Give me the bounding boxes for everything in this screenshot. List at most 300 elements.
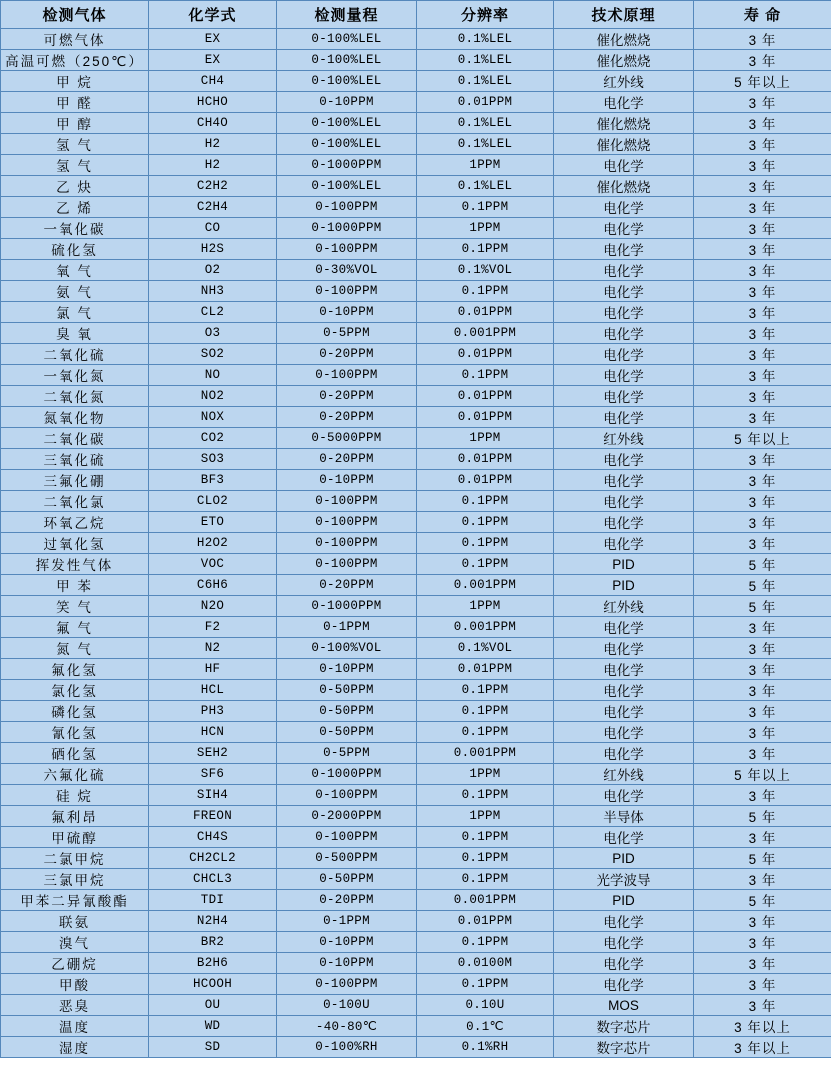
cell-gas-name: 笑 气 [1, 596, 149, 617]
cell-detection-range: 0-1000PPM [277, 218, 417, 239]
cell-technical-principle: 半导体 [554, 806, 694, 827]
cell-chemical-formula: O3 [149, 323, 277, 344]
cell-detection-range: 0-5000PPM [277, 428, 417, 449]
cell-technical-principle: 红外线 [554, 764, 694, 785]
table-row [1, 806, 831, 827]
cell-detection-range: 0-30%VOL [277, 260, 417, 281]
cell-chemical-formula: HF [149, 659, 277, 680]
cell-resolution: 0.01PPM [417, 659, 554, 680]
table-row [1, 344, 831, 365]
cell-lifetime: 3 年 [694, 827, 831, 848]
cell-lifetime: 5 年以上 [694, 428, 831, 449]
cell-lifetime: 3 年 [694, 722, 831, 743]
cell-resolution: 0.1%LEL [417, 134, 554, 155]
cell-resolution: 0.1PPM [417, 533, 554, 554]
table-row [1, 134, 831, 155]
cell-detection-range: 0-20PPM [277, 344, 417, 365]
cell-technical-principle: 电化学 [554, 974, 694, 995]
table-row [1, 449, 831, 470]
cell-chemical-formula: HCL [149, 680, 277, 701]
cell-technical-principle: 电化学 [554, 911, 694, 932]
table-row [1, 533, 831, 554]
cell-gas-name: 甲 醇 [1, 113, 149, 134]
cell-detection-range: 0-10PPM [277, 953, 417, 974]
cell-chemical-formula: EX [149, 50, 277, 71]
cell-resolution: 0.1%RH [417, 1037, 554, 1058]
cell-technical-principle: PID [554, 575, 694, 596]
cell-gas-name: 硒化氢 [1, 743, 149, 764]
cell-gas-name: 二氯甲烷 [1, 848, 149, 869]
cell-gas-name: 湿度 [1, 1037, 149, 1058]
cell-detection-range: 0-10PPM [277, 932, 417, 953]
cell-technical-principle: 催化燃烧 [554, 29, 694, 50]
cell-detection-range: 0-1000PPM [277, 596, 417, 617]
table-row [1, 155, 831, 176]
cell-resolution: 0.01PPM [417, 344, 554, 365]
cell-lifetime: 3 年 [694, 680, 831, 701]
cell-resolution: 0.10U [417, 995, 554, 1016]
cell-resolution: 0.1PPM [417, 974, 554, 995]
cell-technical-principle: PID [554, 554, 694, 575]
table-row [1, 995, 831, 1016]
cell-gas-name: 过氧化氢 [1, 533, 149, 554]
table-row [1, 827, 831, 848]
cell-technical-principle: 电化学 [554, 92, 694, 113]
table-row [1, 491, 831, 512]
cell-lifetime: 5 年 [694, 554, 831, 575]
cell-detection-range: 0-50PPM [277, 869, 417, 890]
cell-lifetime: 5 年以上 [694, 71, 831, 92]
cell-resolution: 0.01PPM [417, 386, 554, 407]
cell-technical-principle: 电化学 [554, 512, 694, 533]
cell-chemical-formula: C6H6 [149, 575, 277, 596]
cell-gas-name: 氨 气 [1, 281, 149, 302]
cell-resolution: 0.1PPM [417, 785, 554, 806]
cell-detection-range: 0-20PPM [277, 407, 417, 428]
cell-lifetime: 3 年 [694, 386, 831, 407]
cell-technical-principle: 电化学 [554, 407, 694, 428]
cell-detection-range: 0-100PPM [277, 512, 417, 533]
cell-gas-name: 磷化氢 [1, 701, 149, 722]
cell-technical-principle: PID [554, 890, 694, 911]
cell-resolution: 1PPM [417, 218, 554, 239]
table-row [1, 71, 831, 92]
cell-chemical-formula: CH4S [149, 827, 277, 848]
cell-chemical-formula: BF3 [149, 470, 277, 491]
cell-detection-range: -40-80℃ [277, 1016, 417, 1037]
cell-lifetime: 3 年 [694, 974, 831, 995]
cell-gas-name: 二氧化碳 [1, 428, 149, 449]
column-header-lifetime: 寿 命 [694, 1, 831, 29]
cell-resolution: 0.1PPM [417, 554, 554, 575]
cell-lifetime: 3 年 [694, 701, 831, 722]
cell-gas-name: 甲苯二异氰酸酯 [1, 890, 149, 911]
cell-technical-principle: 电化学 [554, 218, 694, 239]
column-header-gas: 检测气体 [1, 1, 149, 29]
cell-lifetime: 3 年 [694, 134, 831, 155]
table-row [1, 869, 831, 890]
cell-chemical-formula: WD [149, 1016, 277, 1037]
cell-detection-range: 0-100PPM [277, 554, 417, 575]
cell-technical-principle: 电化学 [554, 365, 694, 386]
cell-detection-range: 0-10PPM [277, 92, 417, 113]
cell-technical-principle: 红外线 [554, 596, 694, 617]
cell-chemical-formula: CLO2 [149, 491, 277, 512]
cell-resolution: 0.1PPM [417, 281, 554, 302]
cell-chemical-formula: SO2 [149, 344, 277, 365]
cell-chemical-formula: BR2 [149, 932, 277, 953]
table-row [1, 113, 831, 134]
cell-lifetime: 3 年 [694, 512, 831, 533]
cell-technical-principle: 电化学 [554, 344, 694, 365]
cell-chemical-formula: CO [149, 218, 277, 239]
cell-detection-range: 0-10PPM [277, 659, 417, 680]
cell-chemical-formula: O2 [149, 260, 277, 281]
cell-chemical-formula: CH4O [149, 113, 277, 134]
table-row [1, 575, 831, 596]
table-row [1, 1016, 831, 1037]
table-row [1, 785, 831, 806]
cell-technical-principle: 电化学 [554, 323, 694, 344]
cell-lifetime: 3 年 [694, 932, 831, 953]
header-row [1, 1, 831, 29]
cell-technical-principle: 电化学 [554, 827, 694, 848]
cell-lifetime: 3 年 [694, 617, 831, 638]
table-row [1, 512, 831, 533]
cell-chemical-formula: CL2 [149, 302, 277, 323]
cell-lifetime: 3 年 [694, 533, 831, 554]
cell-detection-range: 0-50PPM [277, 680, 417, 701]
cell-resolution: 0.001PPM [417, 323, 554, 344]
column-header-range: 检测量程 [277, 1, 417, 29]
cell-resolution: 0.001PPM [417, 575, 554, 596]
table-row [1, 365, 831, 386]
cell-lifetime: 3 年 [694, 92, 831, 113]
column-header-principle: 技术原理 [554, 1, 694, 29]
cell-resolution: 0.01PPM [417, 911, 554, 932]
cell-detection-range: 0-100PPM [277, 827, 417, 848]
cell-chemical-formula: SO3 [149, 449, 277, 470]
cell-detection-range: 0-50PPM [277, 722, 417, 743]
cell-gas-name: 温度 [1, 1016, 149, 1037]
cell-technical-principle: 电化学 [554, 260, 694, 281]
cell-gas-name: 三氟化硼 [1, 470, 149, 491]
cell-technical-principle: 电化学 [554, 722, 694, 743]
cell-gas-name: 恶臭 [1, 995, 149, 1016]
cell-chemical-formula: TDI [149, 890, 277, 911]
cell-technical-principle: 电化学 [554, 617, 694, 638]
table-row [1, 638, 831, 659]
cell-gas-name: 二氧化氯 [1, 491, 149, 512]
cell-lifetime: 3 年 [694, 365, 831, 386]
cell-chemical-formula: HCHO [149, 92, 277, 113]
cell-gas-name: 氟化氢 [1, 659, 149, 680]
table-row [1, 260, 831, 281]
cell-gas-name: 联氨 [1, 911, 149, 932]
cell-gas-name: 二氧化硫 [1, 344, 149, 365]
table-row [1, 596, 831, 617]
cell-resolution: 0.01PPM [417, 449, 554, 470]
cell-detection-range: 0-500PPM [277, 848, 417, 869]
cell-resolution: 0.1PPM [417, 680, 554, 701]
table-row [1, 176, 831, 197]
table-row [1, 911, 831, 932]
cell-lifetime: 3 年 [694, 260, 831, 281]
table-row [1, 239, 831, 260]
cell-resolution: 0.1PPM [417, 869, 554, 890]
cell-lifetime: 3 年 [694, 239, 831, 260]
table-row [1, 302, 831, 323]
cell-detection-range: 0-5PPM [277, 323, 417, 344]
table-row [1, 932, 831, 953]
cell-gas-name: 氢 气 [1, 134, 149, 155]
cell-lifetime: 3 年 [694, 323, 831, 344]
cell-technical-principle: 数字芯片 [554, 1037, 694, 1058]
cell-chemical-formula: F2 [149, 617, 277, 638]
cell-resolution: 0.1%LEL [417, 113, 554, 134]
cell-resolution: 0.01PPM [417, 302, 554, 323]
cell-lifetime: 3 年以上 [694, 1016, 831, 1037]
cell-lifetime: 3 年 [694, 281, 831, 302]
cell-resolution: 1PPM [417, 155, 554, 176]
cell-technical-principle: 电化学 [554, 659, 694, 680]
cell-technical-principle: 催化燃烧 [554, 113, 694, 134]
cell-chemical-formula: OU [149, 995, 277, 1016]
cell-detection-range: 0-100U [277, 995, 417, 1016]
cell-gas-name: 氧 气 [1, 260, 149, 281]
cell-gas-name: 硫化氢 [1, 239, 149, 260]
cell-lifetime: 3 年 [694, 407, 831, 428]
table-row [1, 680, 831, 701]
cell-resolution: 1PPM [417, 596, 554, 617]
cell-detection-range: 0-100PPM [277, 197, 417, 218]
cell-chemical-formula: SD [149, 1037, 277, 1058]
cell-technical-principle: 电化学 [554, 155, 694, 176]
cell-chemical-formula: N2O [149, 596, 277, 617]
cell-gas-name: 氯 气 [1, 302, 149, 323]
table-row [1, 50, 831, 71]
table-row [1, 617, 831, 638]
cell-resolution: 1PPM [417, 806, 554, 827]
cell-resolution: 0.1PPM [417, 365, 554, 386]
cell-technical-principle: 电化学 [554, 680, 694, 701]
cell-technical-principle: 电化学 [554, 470, 694, 491]
cell-detection-range: 0-2000PPM [277, 806, 417, 827]
cell-lifetime: 3 年 [694, 638, 831, 659]
cell-resolution: 0.1PPM [417, 197, 554, 218]
table-row [1, 764, 831, 785]
cell-chemical-formula: CH4 [149, 71, 277, 92]
cell-resolution: 0.1℃ [417, 1016, 554, 1037]
cell-gas-name: 氮 气 [1, 638, 149, 659]
cell-gas-name: 甲 醛 [1, 92, 149, 113]
table-row [1, 323, 831, 344]
table-row [1, 722, 831, 743]
cell-chemical-formula: CHCL3 [149, 869, 277, 890]
cell-technical-principle: 电化学 [554, 785, 694, 806]
cell-chemical-formula: PH3 [149, 701, 277, 722]
cell-lifetime: 5 年 [694, 848, 831, 869]
cell-gas-name: 可燃气体 [1, 29, 149, 50]
cell-gas-name: 甲 烷 [1, 71, 149, 92]
cell-detection-range: 0-1000PPM [277, 155, 417, 176]
cell-technical-principle: 电化学 [554, 302, 694, 323]
cell-chemical-formula: SEH2 [149, 743, 277, 764]
cell-chemical-formula: SIH4 [149, 785, 277, 806]
cell-gas-name: 溴气 [1, 932, 149, 953]
cell-resolution: 0.0100M [417, 953, 554, 974]
cell-technical-principle: 电化学 [554, 449, 694, 470]
cell-gas-name: 硅 烷 [1, 785, 149, 806]
cell-technical-principle: PID [554, 848, 694, 869]
cell-detection-range: 0-100PPM [277, 365, 417, 386]
cell-lifetime: 3 年 [694, 995, 831, 1016]
cell-technical-principle: 数字芯片 [554, 1016, 694, 1037]
cell-lifetime: 3 年 [694, 743, 831, 764]
cell-chemical-formula: NOX [149, 407, 277, 428]
cell-lifetime: 3 年 [694, 659, 831, 680]
cell-detection-range: 0-100%VOL [277, 638, 417, 659]
cell-chemical-formula: NO2 [149, 386, 277, 407]
cell-technical-principle: MOS [554, 995, 694, 1016]
cell-technical-principle: 电化学 [554, 932, 694, 953]
cell-detection-range: 0-100PPM [277, 974, 417, 995]
cell-lifetime: 3 年 [694, 470, 831, 491]
cell-technical-principle: 催化燃烧 [554, 50, 694, 71]
cell-detection-range: 0-1PPM [277, 911, 417, 932]
cell-lifetime: 3 年 [694, 491, 831, 512]
cell-gas-name: 乙硼烷 [1, 953, 149, 974]
cell-gas-name: 乙 烯 [1, 197, 149, 218]
cell-detection-range: 0-100%LEL [277, 176, 417, 197]
cell-technical-principle: 光学波导 [554, 869, 694, 890]
cell-lifetime: 5 年 [694, 575, 831, 596]
cell-chemical-formula: NH3 [149, 281, 277, 302]
cell-gas-name: 三氯甲烷 [1, 869, 149, 890]
cell-resolution: 0.01PPM [417, 407, 554, 428]
cell-gas-name: 一氧化氮 [1, 365, 149, 386]
cell-gas-name: 甲酸 [1, 974, 149, 995]
cell-technical-principle: 红外线 [554, 71, 694, 92]
cell-detection-range: 0-100PPM [277, 785, 417, 806]
cell-detection-range: 0-100PPM [277, 239, 417, 260]
cell-chemical-formula: VOC [149, 554, 277, 575]
cell-chemical-formula: FREON [149, 806, 277, 827]
cell-gas-name: 挥发性气体 [1, 554, 149, 575]
cell-resolution: 0.1PPM [417, 239, 554, 260]
table-row [1, 953, 831, 974]
cell-chemical-formula: H2S [149, 239, 277, 260]
table-row [1, 428, 831, 449]
cell-resolution: 0.1PPM [417, 932, 554, 953]
table-row [1, 386, 831, 407]
cell-lifetime: 3 年 [694, 911, 831, 932]
cell-detection-range: 0-20PPM [277, 449, 417, 470]
cell-chemical-formula: CH2CL2 [149, 848, 277, 869]
cell-gas-name: 三氧化硫 [1, 449, 149, 470]
cell-detection-range: 0-100%RH [277, 1037, 417, 1058]
cell-technical-principle: 电化学 [554, 533, 694, 554]
cell-chemical-formula: H2 [149, 134, 277, 155]
table-row [1, 197, 831, 218]
cell-detection-range: 0-20PPM [277, 575, 417, 596]
cell-resolution: 0.001PPM [417, 617, 554, 638]
cell-gas-name: 氰化氢 [1, 722, 149, 743]
table-row [1, 470, 831, 491]
cell-gas-name: 氟 气 [1, 617, 149, 638]
cell-chemical-formula: NO [149, 365, 277, 386]
cell-resolution: 0.01PPM [417, 470, 554, 491]
table-row [1, 29, 831, 50]
cell-detection-range: 0-1000PPM [277, 764, 417, 785]
cell-gas-name: 甲硫醇 [1, 827, 149, 848]
table-header [1, 1, 831, 29]
cell-lifetime: 3 年 [694, 785, 831, 806]
cell-resolution: 0.1PPM [417, 827, 554, 848]
cell-detection-range: 0-100%LEL [277, 71, 417, 92]
table-row [1, 743, 831, 764]
cell-resolution: 0.1%LEL [417, 29, 554, 50]
cell-resolution: 0.001PPM [417, 743, 554, 764]
cell-gas-name: 氯化氢 [1, 680, 149, 701]
cell-gas-name: 一氧化碳 [1, 218, 149, 239]
cell-chemical-formula: C2H4 [149, 197, 277, 218]
cell-chemical-formula: EX [149, 29, 277, 50]
cell-gas-name: 臭 氧 [1, 323, 149, 344]
table-row [1, 1037, 831, 1058]
table-row [1, 554, 831, 575]
cell-chemical-formula: CO2 [149, 428, 277, 449]
cell-chemical-formula: HCOOH [149, 974, 277, 995]
cell-lifetime: 3 年 [694, 344, 831, 365]
cell-gas-name: 氢 气 [1, 155, 149, 176]
cell-technical-principle: 电化学 [554, 638, 694, 659]
cell-resolution: 0.1PPM [417, 491, 554, 512]
table-row [1, 701, 831, 722]
cell-resolution: 0.001PPM [417, 890, 554, 911]
cell-technical-principle: 电化学 [554, 386, 694, 407]
cell-lifetime: 3 年 [694, 155, 831, 176]
cell-lifetime: 5 年 [694, 890, 831, 911]
cell-resolution: 0.1PPM [417, 722, 554, 743]
cell-technical-principle: 催化燃烧 [554, 176, 694, 197]
cell-detection-range: 0-100%LEL [277, 134, 417, 155]
table-row [1, 218, 831, 239]
table-row [1, 890, 831, 911]
cell-technical-principle: 电化学 [554, 197, 694, 218]
table-row [1, 407, 831, 428]
cell-lifetime: 3 年 [694, 113, 831, 134]
cell-chemical-formula: H2O2 [149, 533, 277, 554]
cell-detection-range: 0-1PPM [277, 617, 417, 638]
cell-lifetime: 3 年以上 [694, 1037, 831, 1058]
cell-detection-range: 0-10PPM [277, 302, 417, 323]
cell-detection-range: 0-100%LEL [277, 113, 417, 134]
cell-technical-principle: 电化学 [554, 701, 694, 722]
cell-technical-principle: 电化学 [554, 953, 694, 974]
cell-technical-principle: 电化学 [554, 743, 694, 764]
cell-detection-range: 0-10PPM [277, 470, 417, 491]
cell-gas-name: 乙 炔 [1, 176, 149, 197]
cell-chemical-formula: HCN [149, 722, 277, 743]
cell-gas-name: 高温可燃（250℃） [1, 50, 149, 71]
cell-detection-range: 0-100PPM [277, 281, 417, 302]
cell-lifetime: 3 年 [694, 302, 831, 323]
cell-resolution: 0.1PPM [417, 512, 554, 533]
table-row [1, 974, 831, 995]
column-header-resolution: 分辨率 [417, 1, 554, 29]
cell-gas-name: 氮氧化物 [1, 407, 149, 428]
